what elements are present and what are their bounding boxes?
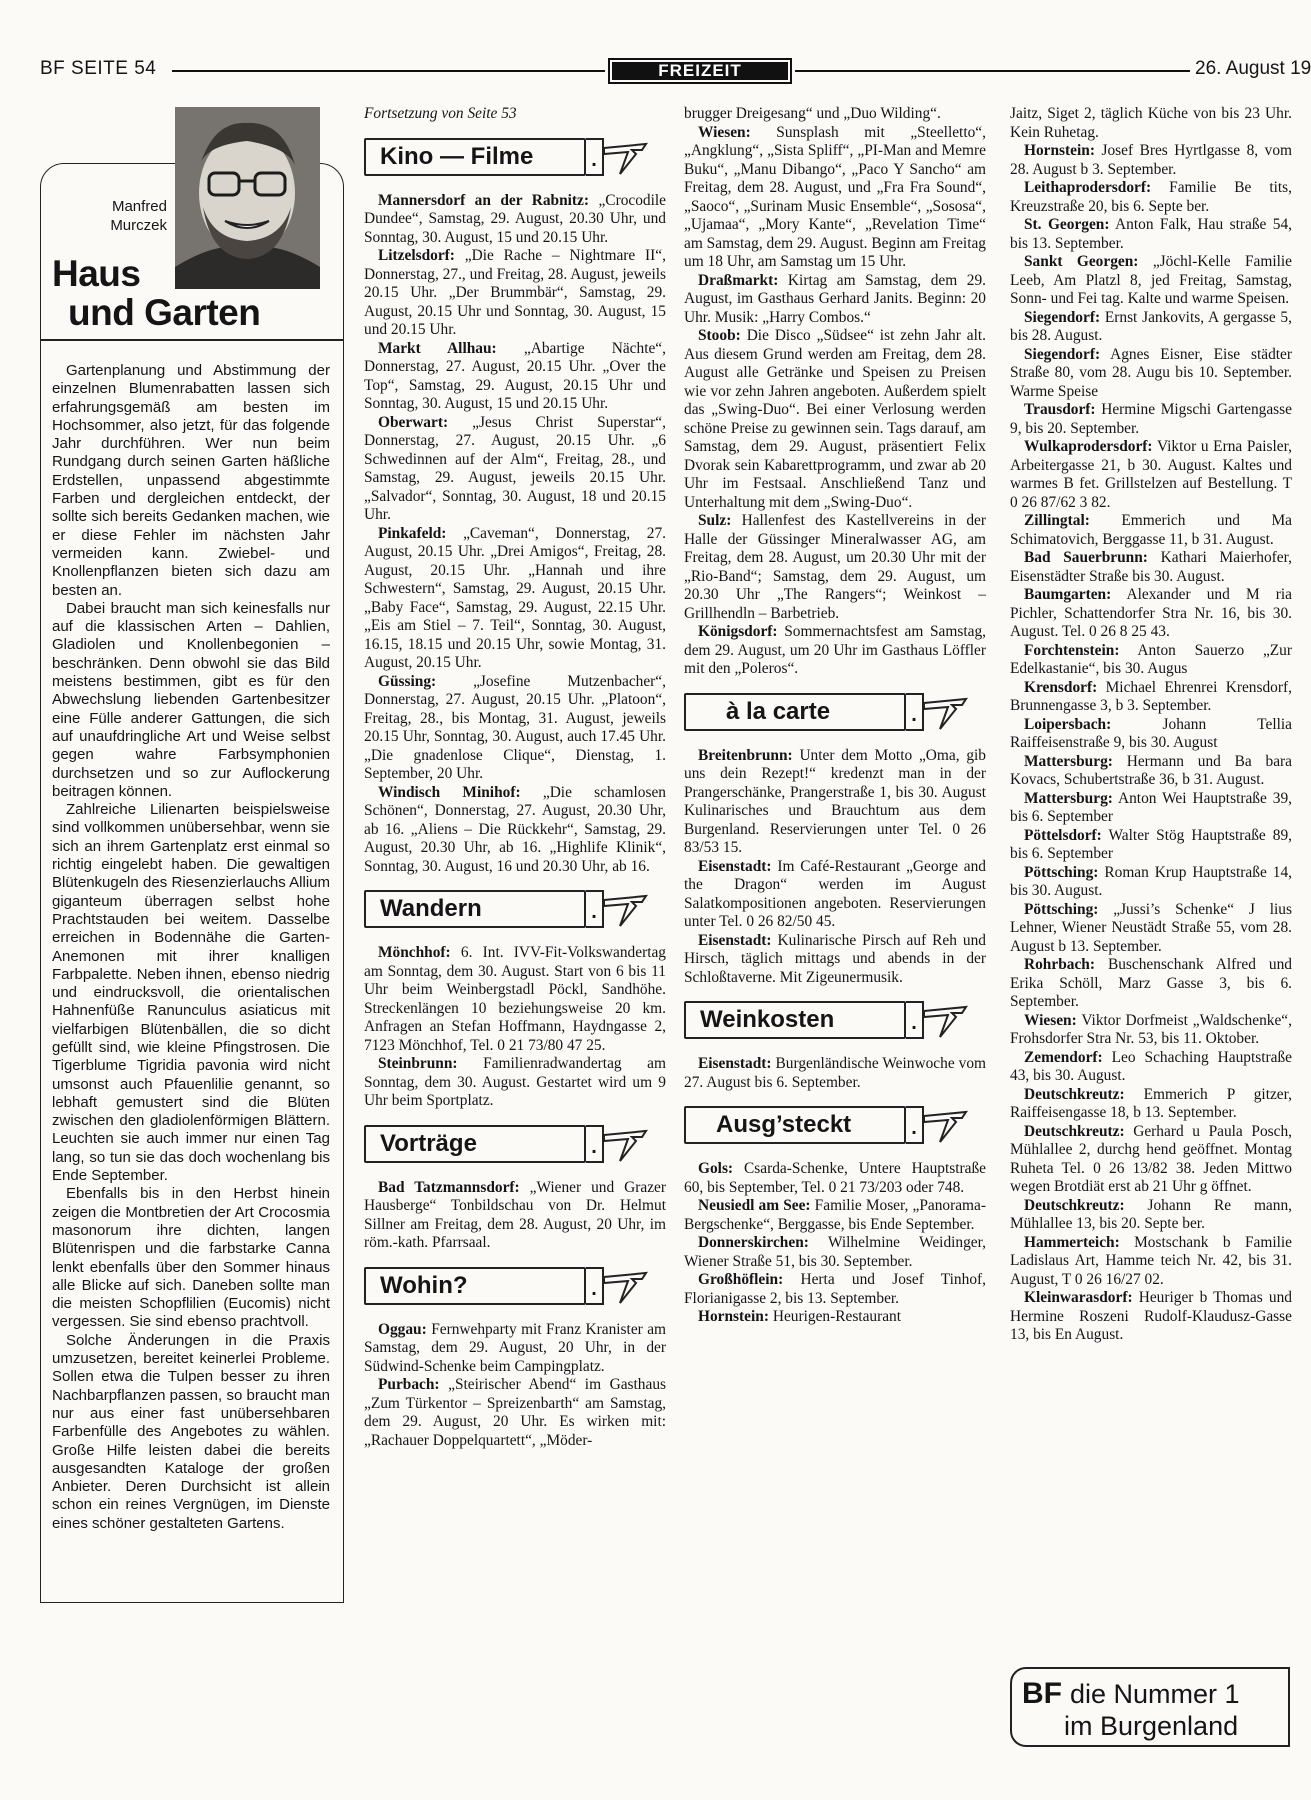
listing-text: Familie Be tits, Kreuzstraße 20, bis 6. Septe ber. xyxy=(1010,179,1292,215)
listing-text: Hermann und Ba bara Kovacs, Schubertstraße 36, b 31. August. xyxy=(1010,752,1292,788)
listing-entry xyxy=(1010,901,1292,957)
listing-place: Leithaprodersdorf: xyxy=(1024,179,1152,196)
bf-advertisement xyxy=(1010,1667,1290,1747)
listing-entry xyxy=(1010,1012,1292,1049)
section-heading-label: Vorträge xyxy=(364,1125,586,1163)
listing-entry xyxy=(684,1271,986,1308)
listing-entry xyxy=(1010,716,1292,753)
section-heading-label: Weinkosten xyxy=(684,1001,906,1039)
section-heading-label: Ausg’steckt xyxy=(684,1106,906,1144)
listing-text: Kulinarische Pirsch auf Reh und Hirsch, täglich mittags und abends in der Schloßtaverne. Mit Zigeunermusik. xyxy=(684,931,986,986)
listing-entry xyxy=(1010,253,1292,309)
listing-text: Alexander und M ria Pichler, Schattendorfer Stra Nr. 16, bis 30. August. Tel. 0 26 8 25 43. xyxy=(1010,586,1292,640)
listing-entry xyxy=(364,1179,666,1253)
listing-place: Siegendorf: xyxy=(1024,345,1101,363)
listing-text: „Caveman“, Donnerstag, 27. August, 20.15 Uhr. „Drei Amigos“, Freitag, 28. August, 20.15 Uhr. „Hannah und ihre Schwestern“, Samstag, 29. August, 20.15 Uhr. „Baby Face“, Samstag, 29. August, 22.15 Uhr. „Eis am Stiel – 7. Teil“, Sonntag, 30. August, 16.15, 18.15 und 20.15 Uhr, sowie Montag, 31. August, 20.15 Uhr. xyxy=(364,524,666,671)
listing-text: Herta und Josef Tinhof, Florianigasse 2, bis 13. September. xyxy=(684,1271,986,1307)
listing-place: Kleinwarasdorf: xyxy=(1024,1289,1133,1306)
listing-place: Sulz: xyxy=(698,512,732,529)
listing-text: Anton Sauerzo „Zur Edelkastanie“, bis 30. Augus xyxy=(1010,641,1293,677)
listing-entry xyxy=(364,1055,666,1111)
listing-text: Viktor Dorfmeist „Waldschenke“, Frohsdorfer Stra Nr. 53, bis 11. Oktober. xyxy=(1010,1011,1292,1047)
listing-entry xyxy=(1010,401,1292,438)
listing-place: Wiesen: xyxy=(1024,1011,1077,1029)
listing-entry xyxy=(684,747,986,858)
section-heading-label: à la carte xyxy=(684,693,906,731)
listing-place: Hornstein: xyxy=(1024,142,1095,159)
listing-place: Großhöflein: xyxy=(698,1271,784,1288)
listing-entry xyxy=(684,124,986,272)
listing-text: Im Café-Restaurant „George and the Dragon“ werden im August Salatkompositionen angeboten. Reservierungen unter Tel. 0 26 82/50 45. xyxy=(684,857,986,930)
heading-kino xyxy=(364,138,666,176)
article-paragraph: Ebenfalls bis in den Herbst hinein zeigen die Montbretien der Art Crocosmia masonorum ihre dichten, langen Blütenrispen und die farbstarke Canna lenkt ebenfalls über den Sommer hinaus alle Blicke auf sich. Daneben sollte man die meisten Schopflilien (Eucomis) nicht vergessen. Sie sind ebenso prachtvoll. xyxy=(52,1185,330,1331)
ad-slogan-2: im Burgenland xyxy=(1064,1711,1239,1741)
listing-entry xyxy=(1010,346,1292,402)
listing-text: Familie Moser, „Panorama-Bergschenke“, Berggasse, bis Ende September. xyxy=(684,1197,986,1233)
listing-text: Hallenfest des Kastellvereins in der Halle der Güssinger Mineralwasser AG, am Freitag, dem 28. August, um 20.30 Uhr mit der „Rio-Band“; Samstag, dem 29. August, um 20.30 Uhr „The Rangers“; Weinkost – Grillhendln – Barbetrieb. xyxy=(684,512,986,622)
header-rule-left xyxy=(172,70,605,72)
listing-place: Wulkaprodersdorf: xyxy=(1024,438,1153,455)
listing-text: Buschenschank Alfred und Erika Schöll, Marz Gasse 3, bis 6. September. xyxy=(1010,956,1292,1010)
listing-place: Forchtenstein: xyxy=(1024,641,1120,659)
listing-text: „Jussi’s Schenke“ J lius Lehner, Wiener Neustädt Straße 55, vom 28. August b 13. September. xyxy=(1010,900,1292,955)
pointing-hand-icon xyxy=(922,693,968,733)
heading-ausgsteckt xyxy=(684,1106,986,1144)
listing-text: Sommernachtsfest am Samstag, dem 29. August, um 20 Uhr im Gasthaus Löffler mit den „Poleros“. xyxy=(684,623,986,677)
feature-article-body xyxy=(52,362,330,1533)
listing-entry xyxy=(684,858,986,932)
listing-place: Steinbrunn: xyxy=(378,1055,458,1072)
listing-place: Deutschkreutz: xyxy=(1024,1196,1125,1214)
heading-weinkosten xyxy=(684,1001,986,1039)
listing-entry xyxy=(684,1197,986,1234)
article-paragraph: Gartenplanung und Abstimmung der einzelnen Blumenrabatten lassen sich erfahrungsgemäß am besten im Hochsommer, also jetzt, für das folgende Jahr durchführen. Wer nun beim Rundgang durch seinen Garten häßliche Erdstellen, unpassend abgestimmte Farben und dergleichen entdeckt, der sollte sich bereits Gedanken machen, wie er diese Fehler im nächsten Jahr vermeiden kann. Zwiebel- und Knollenpflanzen bieten sich dazu am besten an. xyxy=(52,362,330,599)
listings-column-2 xyxy=(364,105,666,1450)
listing-entry xyxy=(1010,1086,1292,1123)
page-header xyxy=(40,58,1311,88)
heading-dot: . xyxy=(906,1001,924,1039)
listings-column-3 xyxy=(684,105,986,1327)
heading-wohin xyxy=(364,1267,666,1305)
listing-place: Pöttsching: xyxy=(1024,863,1099,881)
listing-entry xyxy=(1010,586,1292,642)
heading-dot: . xyxy=(586,890,604,928)
listing-entry xyxy=(1010,142,1292,179)
vortraege-entries xyxy=(364,1179,666,1253)
listing-text: Emmerich P gitzer, Raiffeisengasse 18, b 13. September. xyxy=(1010,1085,1292,1121)
issue-date: 26. August 19 xyxy=(1195,58,1311,79)
listing-entry xyxy=(1010,549,1292,586)
author-byline: Manfred Murczek xyxy=(110,198,167,234)
listing-entry xyxy=(684,1055,986,1092)
listing-entry xyxy=(1010,1289,1292,1345)
listing-place: Mattersburg: xyxy=(1024,752,1113,770)
wandern-entries xyxy=(364,944,666,1111)
listing-entry xyxy=(1010,1123,1292,1197)
article-paragraph: Solche Änderungen in die Praxis umzusetzen, bereitet keinerlei Probleme. Sollen etwa die Tulpen besser zu ihren Nachbarpflanzen passen, so braucht man nur aus einer fast unübersehbaren Farbenfülle des Angebotes zu wählen. Große Hilfe leisten dabei die bereits ausgesandten Kataloge der großen Anbieter. Deren Durchsicht ist allein schon ein reines Vergnügen, im Dienste eines schöner gestalteten Gartens. xyxy=(52,1331,330,1532)
listing-entry xyxy=(684,1308,986,1327)
ad-line-1 xyxy=(1022,1677,1240,1711)
feature-title-line2: und Garten xyxy=(68,292,261,333)
listing-place: Baumgarten: xyxy=(1024,586,1112,603)
listing-place: St. Georgen: xyxy=(1024,216,1110,233)
listing-entry xyxy=(684,1160,986,1197)
listing-place: Sankt Georgen: xyxy=(1024,253,1139,270)
section-heading-label: Wandern xyxy=(364,890,586,928)
listing-text: Kirtag am Samstag, dem 29. August, im Gasthaus Gerhard Janits. Beginn: 20 Uhr. Musik: „Harry Combos.“ xyxy=(684,271,986,326)
section-heading-label: Wohin? xyxy=(364,1267,586,1305)
feature-title-rule xyxy=(40,339,344,341)
listing-entry xyxy=(1010,438,1292,512)
heading-dot: . xyxy=(906,1106,924,1144)
listing-text: „Die Rache – Nightmare II“, Donnerstag, 27., und Freitag, 28. August, jeweils 20.15 Uhr. „Der Brummbär“, Samstag, 29. August, 20.15 Uhr und Sonntag, 30. August, 15 und 20.15 Uhr. xyxy=(364,247,666,338)
listing-place: Hornstein: xyxy=(698,1308,769,1325)
pointing-hand-icon xyxy=(602,1267,648,1307)
listing-entry xyxy=(684,512,986,623)
listing-place: Oggau: xyxy=(378,1320,427,1338)
listing-entry xyxy=(1010,753,1292,790)
listing-entry xyxy=(364,192,666,248)
listing-place: Bad Sauerbrunn: xyxy=(1024,549,1148,566)
listing-place: Loipersbach: xyxy=(1024,715,1112,733)
listing-entry xyxy=(364,784,666,877)
listing-place: Windisch Minihof: xyxy=(378,783,521,801)
listing-entry xyxy=(1010,956,1292,1012)
feature-title xyxy=(52,254,342,332)
listing-text: Kathari Maierhofer, Eisenstädter Straße bis 30. August. xyxy=(1010,549,1292,585)
listing-place: Mannersdorf an der Rabnitz: xyxy=(378,191,590,209)
listing-place: Donnerskirchen: xyxy=(698,1234,809,1251)
ad-brand: BF xyxy=(1022,1677,1062,1710)
wohin-entries xyxy=(364,1321,666,1451)
listing-text: „Wiener und Grazer Hausberge“ Tonbildschau von Dr. Helmut Sillner am Freitag, dem 28. August, 20 Uhr, im röm.-kath. Pfarrsaal. xyxy=(364,1178,666,1251)
listing-place: Königsdorf: xyxy=(698,623,778,640)
heading-dot: . xyxy=(906,693,924,731)
listing-entry xyxy=(1010,1197,1292,1234)
listing-entry xyxy=(1010,864,1292,901)
listing-entry xyxy=(1010,105,1292,142)
ausgsteckt-entries xyxy=(684,1160,986,1327)
listing-text: „Crocodile Dundee“, Samstag, 29. August, 20.30 Uhr, und Sonntag, 30. August, 15 und 20.15 Uhr. xyxy=(364,191,666,246)
section-label: FREIZEIT xyxy=(612,62,788,80)
listing-text: „Steirischer Abend“ im Gasthaus „Zum Türkentor – Spreizenbarth“ am Samstag, dem 29. August, 20 Uhr. Es wirken mit: „Rachauer Doppelquartett“, „Möder- xyxy=(364,1376,666,1449)
listing-text: brugger Dreigesang“ und „Duo Wilding“. xyxy=(684,105,941,122)
listing-text: Anton Falk, Hau straße 54, bis 13. September. xyxy=(1010,216,1292,252)
listing-place: Mattersburg: xyxy=(1024,789,1113,807)
listing-place: Rohrbach: xyxy=(1024,956,1095,973)
alacarte-entries xyxy=(684,747,986,988)
feature-title-line1: Haus xyxy=(52,253,141,294)
listing-text: „Jöchl-Kelle Familie Leeb, Am Platzl 8, jed Freitag, Samstag, Sonn- und Fei tag. Kalte und warme Speisen. xyxy=(1010,253,1292,307)
listing-place: Deutschkreutz: xyxy=(1024,1085,1125,1103)
listing-entry xyxy=(1010,512,1292,549)
listing-text: Johann Tellia Raiffeisenstraße 9, bis 30. August xyxy=(1010,715,1292,751)
listing-text: Michael Ehrenrei Krensdorf, Brunnengasse 3, b 3. September. xyxy=(1010,678,1292,714)
listing-entry xyxy=(364,673,666,784)
listing-place: Pinkafeld: xyxy=(378,524,447,542)
listing-text: Josef Bres Hyrtlgasse 8, vom 28. August b 3. September. xyxy=(1010,142,1292,178)
listing-entry xyxy=(364,944,666,1055)
pointing-hand-icon xyxy=(602,138,648,178)
listing-entry xyxy=(364,414,666,525)
listing-text: Fernwehparty mit Franz Kranister am Samstag, dem 29. August, 20 Uhr, in der Südwind-Schenke beim Campingplatz. xyxy=(364,1320,666,1375)
listing-place: Markt Allhau: xyxy=(378,339,497,357)
listing-text: Gerhard u Paula Posch, Mühlallee 2, durchg hend geöffnet. Montag Ruheta Tel. 0 26 13/82 38. Jeden Mittwo wegen Brotdiät erst ab 21 Uhr g öffnet. xyxy=(1010,1122,1292,1195)
listing-place: Krensdorf: xyxy=(1024,678,1098,696)
listing-text: Csarda-Schenke, Untere Hauptstraße 60, bis September, Tel. 0 21 73/203 oder 748. xyxy=(684,1160,986,1196)
weinkosten-entries xyxy=(684,1055,986,1092)
listing-entry xyxy=(684,105,986,124)
listing-text: Ernst Jankovits, A gergasse 5, bis 28. August. xyxy=(1010,308,1292,344)
listing-text: Emmerich und Ma Schimatovich, Berggasse 11, b 31. August. xyxy=(1010,512,1292,548)
listing-place: Siegendorf: xyxy=(1024,308,1101,326)
listing-place: Breitenbrunn: xyxy=(698,746,793,764)
listing-text: Jaitz, Siget 2, täglich Küche von bis 23 Uhr. Kein Ruhetag. xyxy=(1010,105,1292,141)
listing-text: „Jesus Christ Superstar“, Donnerstag, 27. August, 20.15 Uhr. „6 Schwedinnen auf der Alm“, Freitag, 28., und Samstag, 29. August, jeweils 20.15 Uhr. „Salvador“, Sonntag, 30. August, 18 und 20.15 Uhr. xyxy=(364,413,666,523)
listing-entry xyxy=(364,247,666,340)
listing-entry xyxy=(1010,827,1292,864)
listing-entry xyxy=(1010,679,1292,716)
pointing-hand-icon xyxy=(922,1001,968,1041)
listing-entry xyxy=(1010,1049,1292,1086)
listing-entry xyxy=(1010,309,1292,346)
listing-text: „Abartige Nächte“, Donnerstag, 27. August, 20.15 Uhr. „Over the Top“, Samstag, 29. August, 20.15 Uhr und Sonntag, 30. August, 15 und 20.15 Uhr. xyxy=(364,339,666,412)
listing-place: Zemendorf: xyxy=(1024,1048,1103,1066)
listing-entry xyxy=(1010,790,1292,827)
listing-place: Wiesen: xyxy=(698,123,751,141)
listing-entry xyxy=(364,525,666,673)
listing-entry xyxy=(1010,1234,1292,1290)
wohin-continued-entries xyxy=(684,105,986,679)
pointing-hand-icon xyxy=(602,890,648,930)
listing-place: Neusiedl am See: xyxy=(698,1197,811,1214)
listing-text: „Die schamlosen Schönen“, Donnerstag, 27. August, 20.30 Uhr, ab 16. „Aliens – Die Rückkehr“, Samstag, 29. August, 20.30 Uhr, ab 16. „Highlife Klinik“, Sonntag, 30. August, 16 und 20.30 Uhr, ab 16. xyxy=(364,783,666,875)
listing-text: Wilhelmine Weidinger, Wiener Straße 51, bis 30. September. xyxy=(684,1234,986,1270)
heading-alacarte xyxy=(684,693,986,731)
listing-text: Heuriger b Thomas und Hermine Roszeni Rudolf-Klaudusz-Gasse 13, bis En August. xyxy=(1010,1289,1292,1343)
section-label-box xyxy=(608,58,792,84)
listing-place: Draßmarkt: xyxy=(698,271,779,289)
listing-text: „Josefine Mutzenbacher“, Donnerstag, 27. August, 20.15 Uhr. „Platoon“, Freitag, 28., bis Montag, 31. August, jeweils 20.15 Uhr, Sonntag, 30. August, auch 17.45 Uhr. „Die gnadenlose Clique“, Dienstag, 1. September, 20 Uhr. xyxy=(364,672,666,782)
listing-entry xyxy=(684,272,986,328)
ad-slogan-1: die Nummer 1 xyxy=(1070,1679,1240,1709)
listing-place: Pöttsching: xyxy=(1024,900,1099,918)
heading-dot: . xyxy=(586,138,604,176)
listing-place: Litzelsdorf: xyxy=(378,247,455,264)
listing-entry xyxy=(684,932,986,988)
listing-place: Eisenstadt: xyxy=(698,1055,772,1072)
article-paragraph: Zahlreiche Lilienarten beispielsweise sind vollkommen unübersehbar, wenn sie sich an ihrem Gartenplatz erst einmal so richtig eingelebt haben. Die gewaltigen Blütenkugeln des Riesenzierlauchs Allium giganteum überragen selbst hohe Prachtstauden bei weitem. Dasselbe erreichen in Bodennähe die Garten-Anemonen mit ihrer knalligen Farbpalette. Neben ihnen, ebenso niedrig und eindrucksvoll, die orientalischen Hahnenfüße Ranunculus asiaticus mit vielfarbigen Blütenbällen, die so dicht gefüllt sind, wie kleine Pfingstrosen. Die Tigerblume Tigridia pavonia wird nicht umsonst auch Pfauenlilie genannt, so lebhaft gemustert sind die Blüten zwischen den gladiolenförmigen Blättern. Leuchten sie auch immer nur einen Tag lang, so tun sie das doch wochenlang bis Ende September. xyxy=(52,801,330,1185)
listing-text: Unter dem Motto „Oma, gib uns dein Rezept!“ kredenzt man in der Prangerschänke, Prangerstraße 1, bis 30. August Kulinarisches und Brauchtum aus dem Burgenland. Reservierungen unter Tel. 0 26 83/53 15. xyxy=(684,746,986,856)
listing-place: Eisenstadt: xyxy=(698,931,772,949)
listing-place: Mönchhof: xyxy=(378,944,451,961)
listing-place: Zillingtal: xyxy=(1024,512,1090,529)
listing-place: Hammerteich: xyxy=(1024,1233,1120,1251)
listing-text: Mostschank b Familie Ladislaus Art, Hamme teich Nr. 42, bis 31. August, T 0 26 16/27 02. xyxy=(1010,1233,1292,1288)
listing-entry xyxy=(364,340,666,414)
listing-text: Heurigen-Restaurant xyxy=(772,1308,902,1325)
listing-text: Agnes Eisner, Eise städter Straße 80, vom 28. Augu bis 10. September. Warme Speise xyxy=(1010,345,1292,400)
listing-text: Burgenländische Weinwoche vom 27. August bis 6. September. xyxy=(684,1055,986,1091)
listing-place: Oberwart: xyxy=(378,413,449,431)
listing-place: Deutschkreutz: xyxy=(1024,1122,1125,1140)
page-number-label: BF SEITE 54 xyxy=(40,58,157,79)
listing-entry xyxy=(1010,642,1292,679)
listing-place: Trausdorf: xyxy=(1024,401,1096,418)
listing-entry xyxy=(364,1376,666,1450)
listing-text: Viktor u Erna Paisler, Arbeitergasse 21, b 30. August. Kaltes und warmes B fet. Grillstelzen auf Bestellung. T 0 26 87/62 3 82. xyxy=(1010,438,1292,511)
listing-text: Sunsplash mit „Steelletto“, „Angklung“, „Sista Spliff“, „PI-Man and Memre Buku“, „Manu Dibango“, „Paco Y Sancho“ am Freitag, dem 28. August, und „Fra Fra Sound“, „Saoco“, „Surinam Music Ensemble“, „Sososa“, „Ujamaa“, „Mory Kante“, „Revelation Time“ am Samstag, dem 29. August. Beginn am Freitag um 18 Uhr, am Samstag um 15 Uhr. xyxy=(684,123,986,270)
listing-text: Leo Schaching Hauptstraße 43, bis 30. August. xyxy=(1010,1048,1292,1084)
listing-place: Bad Tatzmannsdorf: xyxy=(378,1178,520,1196)
listing-place: Purbach: xyxy=(378,1376,440,1393)
listing-place: Güssing: xyxy=(378,672,437,690)
kino-entries xyxy=(364,192,666,877)
pointing-hand-icon xyxy=(602,1125,648,1165)
listing-text: Roman Krup Hauptstraße 14, bis 30. August. xyxy=(1010,863,1292,899)
listings-column-4 xyxy=(1010,105,1292,1345)
header-rule-right xyxy=(795,70,1190,72)
heading-dot: . xyxy=(586,1267,604,1305)
listing-text: Anton Wei Hauptstraße 39, bis 6. September xyxy=(1010,789,1292,825)
listing-entry xyxy=(364,1321,666,1377)
listing-place: Stoob: xyxy=(698,327,741,344)
listing-place: Gols: xyxy=(698,1160,734,1177)
listing-entry xyxy=(684,1234,986,1271)
listing-entry xyxy=(684,623,986,679)
listing-entry xyxy=(684,327,986,512)
listing-text: Johann Re mann, Mühlallee 13, bis 20. Septe ber. xyxy=(1010,1196,1292,1232)
heading-dot: . xyxy=(586,1125,604,1163)
listing-entry xyxy=(1010,216,1292,253)
listing-place: Eisenstadt: xyxy=(698,857,772,875)
article-paragraph: Dabei braucht man sich keinesfalls nur auf die klassischen Arten – Dahlien, Gladiolen und Knollenbegonien – beschränken. Denn obwohl sie das Bild meistens bestimmen, gibt es für den Abwechslung liebenden Gartenbesitzer eine Fülle anderer Gattungen, die sich auf unaufdringliche Art und Weise selbst gegen wahre Farbsymphonien durchsetzen und so zur Auflockerung beitragen können. xyxy=(52,599,330,800)
pointing-hand-icon xyxy=(922,1106,968,1146)
continuation-note: Fortsetzung von Seite 53 xyxy=(364,105,517,122)
heading-vortraege xyxy=(364,1125,666,1163)
heading-wandern xyxy=(364,890,666,928)
listing-text: 6. Int. IVV-Fit-Volkswandertag am Sonntag, dem 30. August. Start von 6 bis 11 Uhr beim Weinbergstadl Pöckl, Sandhöhe. Streckenlängen 10 beziehungsweise 20 km. Anfragen an Stefan Hoffmann, Haydngasse 2, 7123 Mönchhof, Tel. 0 21 73/80 47 25. xyxy=(364,944,666,1054)
listing-text: Hermine Migschi Gartengasse 9, bis 20. September. xyxy=(1010,401,1292,437)
section-heading-label: Kino — Filme xyxy=(364,138,586,176)
listing-entry xyxy=(1010,179,1292,216)
listing-text: Die Disco „Südsee“ ist zehn Jahr alt. Aus diesem Grund werden am Freitag, dem 28. August alle Getränke und Speisen zu Preisen wie vor zehn Jahren angeboten. Außerdem spielt das „Swing-Duo“. Bei einer Verlosung werden schöne Preise zu gewinnen sein. Tags darauf, am Samstag, dem 29. August, präsentiert Felix Dvorak sein Kabarettprogramm, und zwar ab 20 Uhr im Festsaal. Anschließend Tanz und Unterhaltung mit dem „Swing-Duo“. xyxy=(684,327,986,511)
listing-text: Familienradwandertag am Sonntag, dem 30. August. Gestartet wird um 9 Uhr beim Sportplatz. xyxy=(364,1055,666,1109)
listing-text: Walter Stög Hauptstraße 89, bis 6. September xyxy=(1010,826,1292,862)
listing-place: Pöttelsdorf: xyxy=(1024,826,1102,844)
